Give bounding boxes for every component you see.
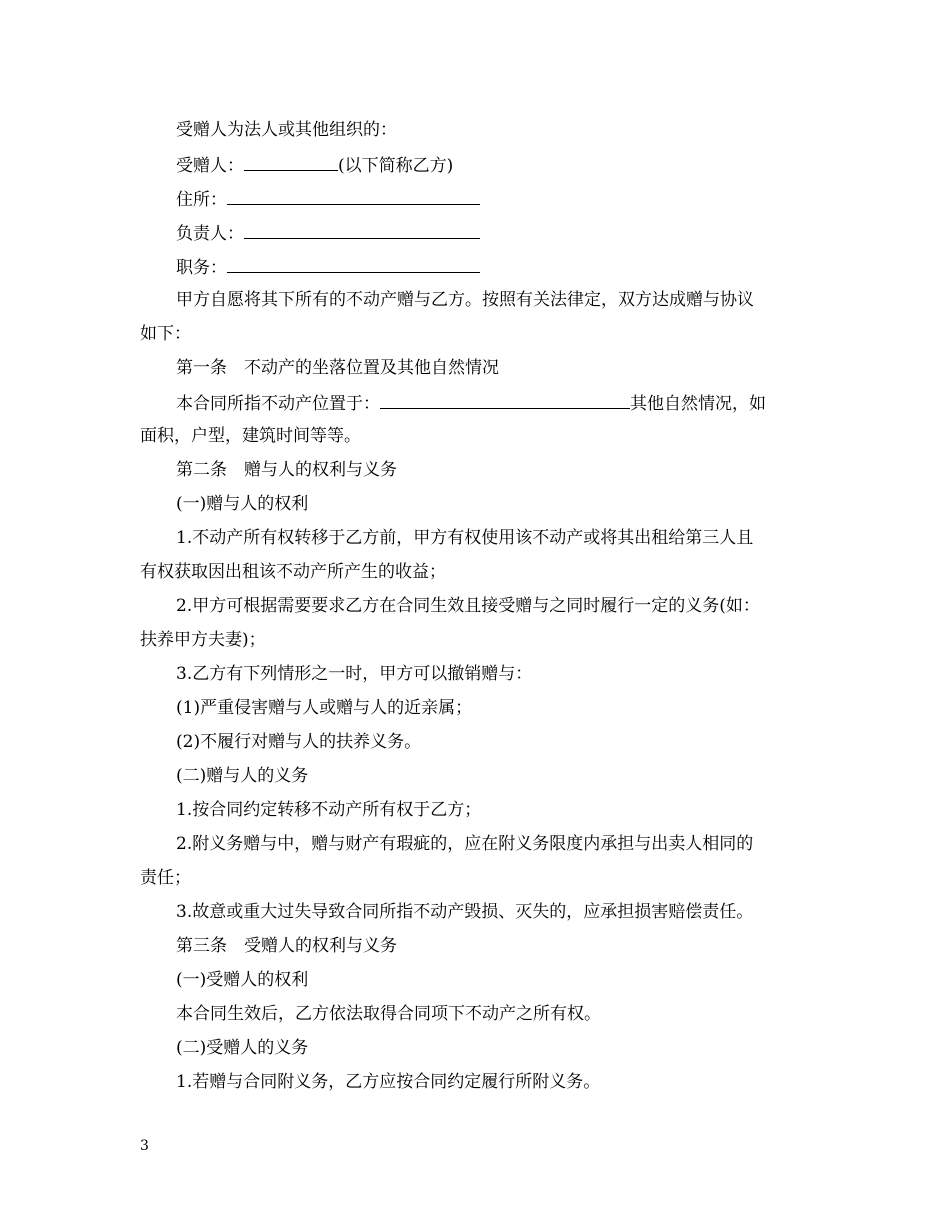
clause: 1.不动产所有权转移于乙方前，甲方有权使用该不动产或将其出租给第三人且 xyxy=(176,528,754,548)
label: 其他自然情况，如 xyxy=(630,394,766,414)
clause-item: (2)不履行对赠与人的扶养义务。 xyxy=(176,732,422,752)
label: 受赠人： xyxy=(176,156,244,176)
clause: 本合同生效后，乙方依法取得合同项下不动产之所有权。 xyxy=(176,1004,601,1024)
label: (以下简称乙方) xyxy=(338,156,454,176)
subsection-heading: (一)赠与人的权利 xyxy=(176,494,309,514)
section-heading: 第三条 受赠人的权利与义务 xyxy=(176,936,397,956)
paragraph-continuation: 面积，户型，建筑时间等等。 xyxy=(140,426,361,446)
responsible-person-line xyxy=(0,220,950,246)
location-line xyxy=(0,390,950,416)
clause-continuation: 扶养甲方夫妻)； xyxy=(140,630,266,650)
donee-name-line xyxy=(0,152,950,178)
clause-continuation: 有权获取因出租该不动产所产生的收益； xyxy=(140,562,446,582)
clause: 1.若赠与合同附义务，乙方应按合同约定履行所附义务。 xyxy=(176,1072,601,1092)
section-heading: 第一条 不动产的坐落位置及其他自然情况 xyxy=(176,358,499,378)
fill-in-blank xyxy=(244,220,480,239)
fill-in-blank xyxy=(380,390,630,409)
paragraph-continuation: 如下： xyxy=(140,324,191,344)
paragraph: 甲方自愿将其下所有的不动产赠与乙方。按照有关法律定，双方达成赠与协议 xyxy=(176,290,754,310)
clause: 3.故意或重大过失导致合同所指不动产毁损、灭失的，应承担损害赔偿责任。 xyxy=(176,902,754,922)
label: 住所： xyxy=(176,190,227,210)
fill-in-blank xyxy=(244,152,338,171)
label: 负责人： xyxy=(176,224,244,244)
clause-continuation: 责任； xyxy=(140,868,191,888)
clause: 2.甲方可根据需要要求乙方在合同生效且接受赠与之同时履行一定的义务(如： xyxy=(176,596,760,616)
subsection-heading: (一)受赠人的权利 xyxy=(176,970,309,990)
fill-in-blank xyxy=(227,186,480,205)
paragraph: 受赠人为法人或其他组织的： xyxy=(176,120,397,140)
label: 本合同所指不动产位置于： xyxy=(176,394,380,414)
position-line xyxy=(0,254,950,280)
subsection-heading: (二)赠与人的义务 xyxy=(176,766,309,786)
clause: 2.附义务赠与中，赠与财产有瑕疵的，应在附义务限度内承担与出卖人相同的 xyxy=(176,834,754,854)
clause: 1.按合同约定转移不动产所有权于乙方； xyxy=(176,800,482,820)
fill-in-blank xyxy=(227,254,480,273)
section-heading: 第二条 赠与人的权利与义务 xyxy=(176,460,397,480)
clause: 3.乙方有下列情形之一时，甲方可以撤销赠与： xyxy=(176,664,533,684)
clause-item: (1)严重侵害赠与人或赠与人的近亲属； xyxy=(176,698,473,718)
address-line xyxy=(0,186,950,212)
subsection-heading: (二)受赠人的义务 xyxy=(176,1038,309,1058)
label: 职务： xyxy=(176,258,227,278)
page-number: 3 xyxy=(140,1138,149,1154)
